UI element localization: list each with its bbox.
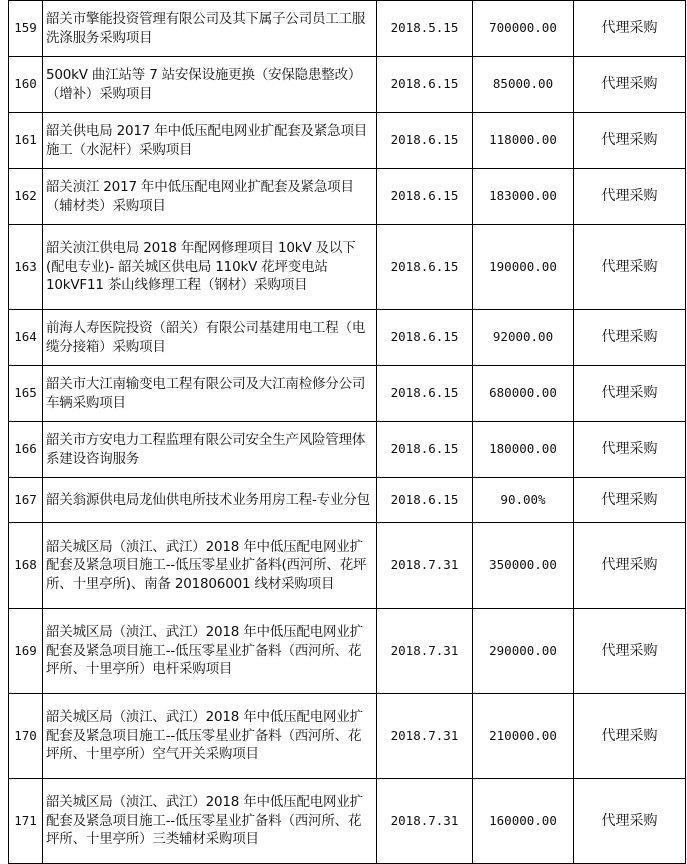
procurement-method: 代理采购 [574, 310, 686, 366]
project-date: 2018.6.15 [377, 57, 473, 113]
project-name: 韶关市擎能投资管理有限公司及其下属子公司员工工服洗涤服务采购项目 [43, 1, 377, 57]
procurement-method: 代理采购 [574, 1, 686, 57]
project-amount: 680000.00 [473, 366, 574, 422]
project-amount: 160000.00 [473, 779, 574, 864]
project-name: 韶关城区局（浈江、武江）2018 年中低压配电网业扩配套及紧急项目施工--低压零星业扩备料（西河所、花坪所、十里亭所）空气开关采购项目 [43, 694, 377, 779]
row-number: 168 [9, 523, 43, 609]
table-row [9, 694, 686, 779]
project-name: 韶关市大江南输变电工程有限公司及大江南检修分公司车辆采购项目 [43, 366, 377, 422]
procurement-method: 代理采购 [574, 422, 686, 478]
procurement-table [8, 0, 686, 864]
procurement-method: 代理采购 [574, 478, 686, 523]
project-date: 2018.7.31 [377, 694, 473, 779]
project-amount: 183000.00 [473, 169, 574, 225]
procurement-method: 代理采购 [574, 169, 686, 225]
procurement-method: 代理采购 [574, 225, 686, 310]
project-date: 2018.6.15 [377, 113, 473, 169]
project-date: 2018.7.31 [377, 609, 473, 694]
table-row [9, 169, 686, 225]
row-number: 160 [9, 57, 43, 113]
project-name: 韶关市方安电力工程监理有限公司安全生产风险管理体系建设咨询服务 [43, 422, 377, 478]
project-amount: 700000.00 [473, 1, 574, 57]
project-name: 韶关城区局（浈江、武江）2018 年中低压配电网业扩配套及紧急项目施工--低压零星业扩备料（西河所、花坪所、十里亭所）电杆采购项目 [43, 609, 377, 694]
project-amount: 290000.00 [473, 609, 574, 694]
row-number: 163 [9, 225, 43, 310]
table-row [9, 225, 686, 310]
row-number: 159 [9, 1, 43, 57]
table-row [9, 1, 686, 57]
project-date: 2018.7.31 [377, 523, 473, 609]
row-number: 162 [9, 169, 43, 225]
project-name: 韶关浈江 2017 年中低压配电网业扩配套及紧急项目（辅材类）采购项目 [43, 169, 377, 225]
procurement-method: 代理采购 [574, 609, 686, 694]
table-row [9, 523, 686, 609]
project-name: 韶关供电局 2017 年中低压配电网业扩配套及紧急项目施工（水泥杆）采购项目 [43, 113, 377, 169]
table-row [9, 779, 686, 864]
project-date: 2018.6.15 [377, 366, 473, 422]
project-amount: 190000.00 [473, 225, 574, 310]
table-row [9, 366, 686, 422]
table-row [9, 310, 686, 366]
project-amount: 118000.00 [473, 113, 574, 169]
project-amount: 92000.00 [473, 310, 574, 366]
table-row [9, 57, 686, 113]
row-number: 166 [9, 422, 43, 478]
row-number: 169 [9, 609, 43, 694]
project-name: 韶关城区局（浈江、武江）2018 年中低压配电网业扩配套及紧急项目施工--低压零星业扩备料(西河所、花坪所、十里亭所)、南备 201806001 线材采购项目 [43, 523, 377, 609]
row-number: 164 [9, 310, 43, 366]
project-amount: 210000.00 [473, 694, 574, 779]
project-date: 2018.6.15 [377, 225, 473, 310]
procurement-method: 代理采购 [574, 779, 686, 864]
project-date: 2018.6.15 [377, 169, 473, 225]
project-amount: 85000.00 [473, 57, 574, 113]
row-number: 167 [9, 478, 43, 523]
project-date: 2018.6.15 [377, 310, 473, 366]
project-date: 2018.6.15 [377, 478, 473, 523]
project-name: 韶关翁源供电局龙仙供电所技术业务用房工程-专业分包 [43, 478, 377, 523]
table-row [9, 478, 686, 523]
project-amount: 180000.00 [473, 422, 574, 478]
row-number: 165 [9, 366, 43, 422]
row-number: 161 [9, 113, 43, 169]
row-number: 170 [9, 694, 43, 779]
project-date: 2018.5.15 [377, 1, 473, 57]
project-name: 前海人寿医院投资（韶关）有限公司基建用电工程（电缆分接箱）采购项目 [43, 310, 377, 366]
project-name: 韶关浈江供电局 2018 年配网修理项目 10kV 及以下(配电专业)- 韶关城区供电局 110kV 花坪变电站 10kVF11 茶山线修理工程（钢材）采购项目 [43, 225, 377, 310]
procurement-method: 代理采购 [574, 57, 686, 113]
row-number: 171 [9, 779, 43, 864]
project-date: 2018.6.15 [377, 422, 473, 478]
procurement-method: 代理采购 [574, 113, 686, 169]
project-amount: 350000.00 [473, 523, 574, 609]
table-row [9, 113, 686, 169]
table-row [9, 422, 686, 478]
project-date: 2018.7.31 [377, 779, 473, 864]
procurement-method: 代理采购 [574, 366, 686, 422]
project-name: 500kV 曲江站等 7 站安保设施更换（安保隐患整改）（增补）采购项目 [43, 57, 377, 113]
procurement-method: 代理采购 [574, 523, 686, 609]
project-name: 韶关城区局（浈江、武江）2018 年中低压配电网业扩配套及紧急项目施工--低压零星业扩备料（西河所、花坪所、十里亭所）三类辅材采购项目 [43, 779, 377, 864]
table-row [9, 609, 686, 694]
project-amount: 90.00% [473, 478, 574, 523]
procurement-method: 代理采购 [574, 694, 686, 779]
